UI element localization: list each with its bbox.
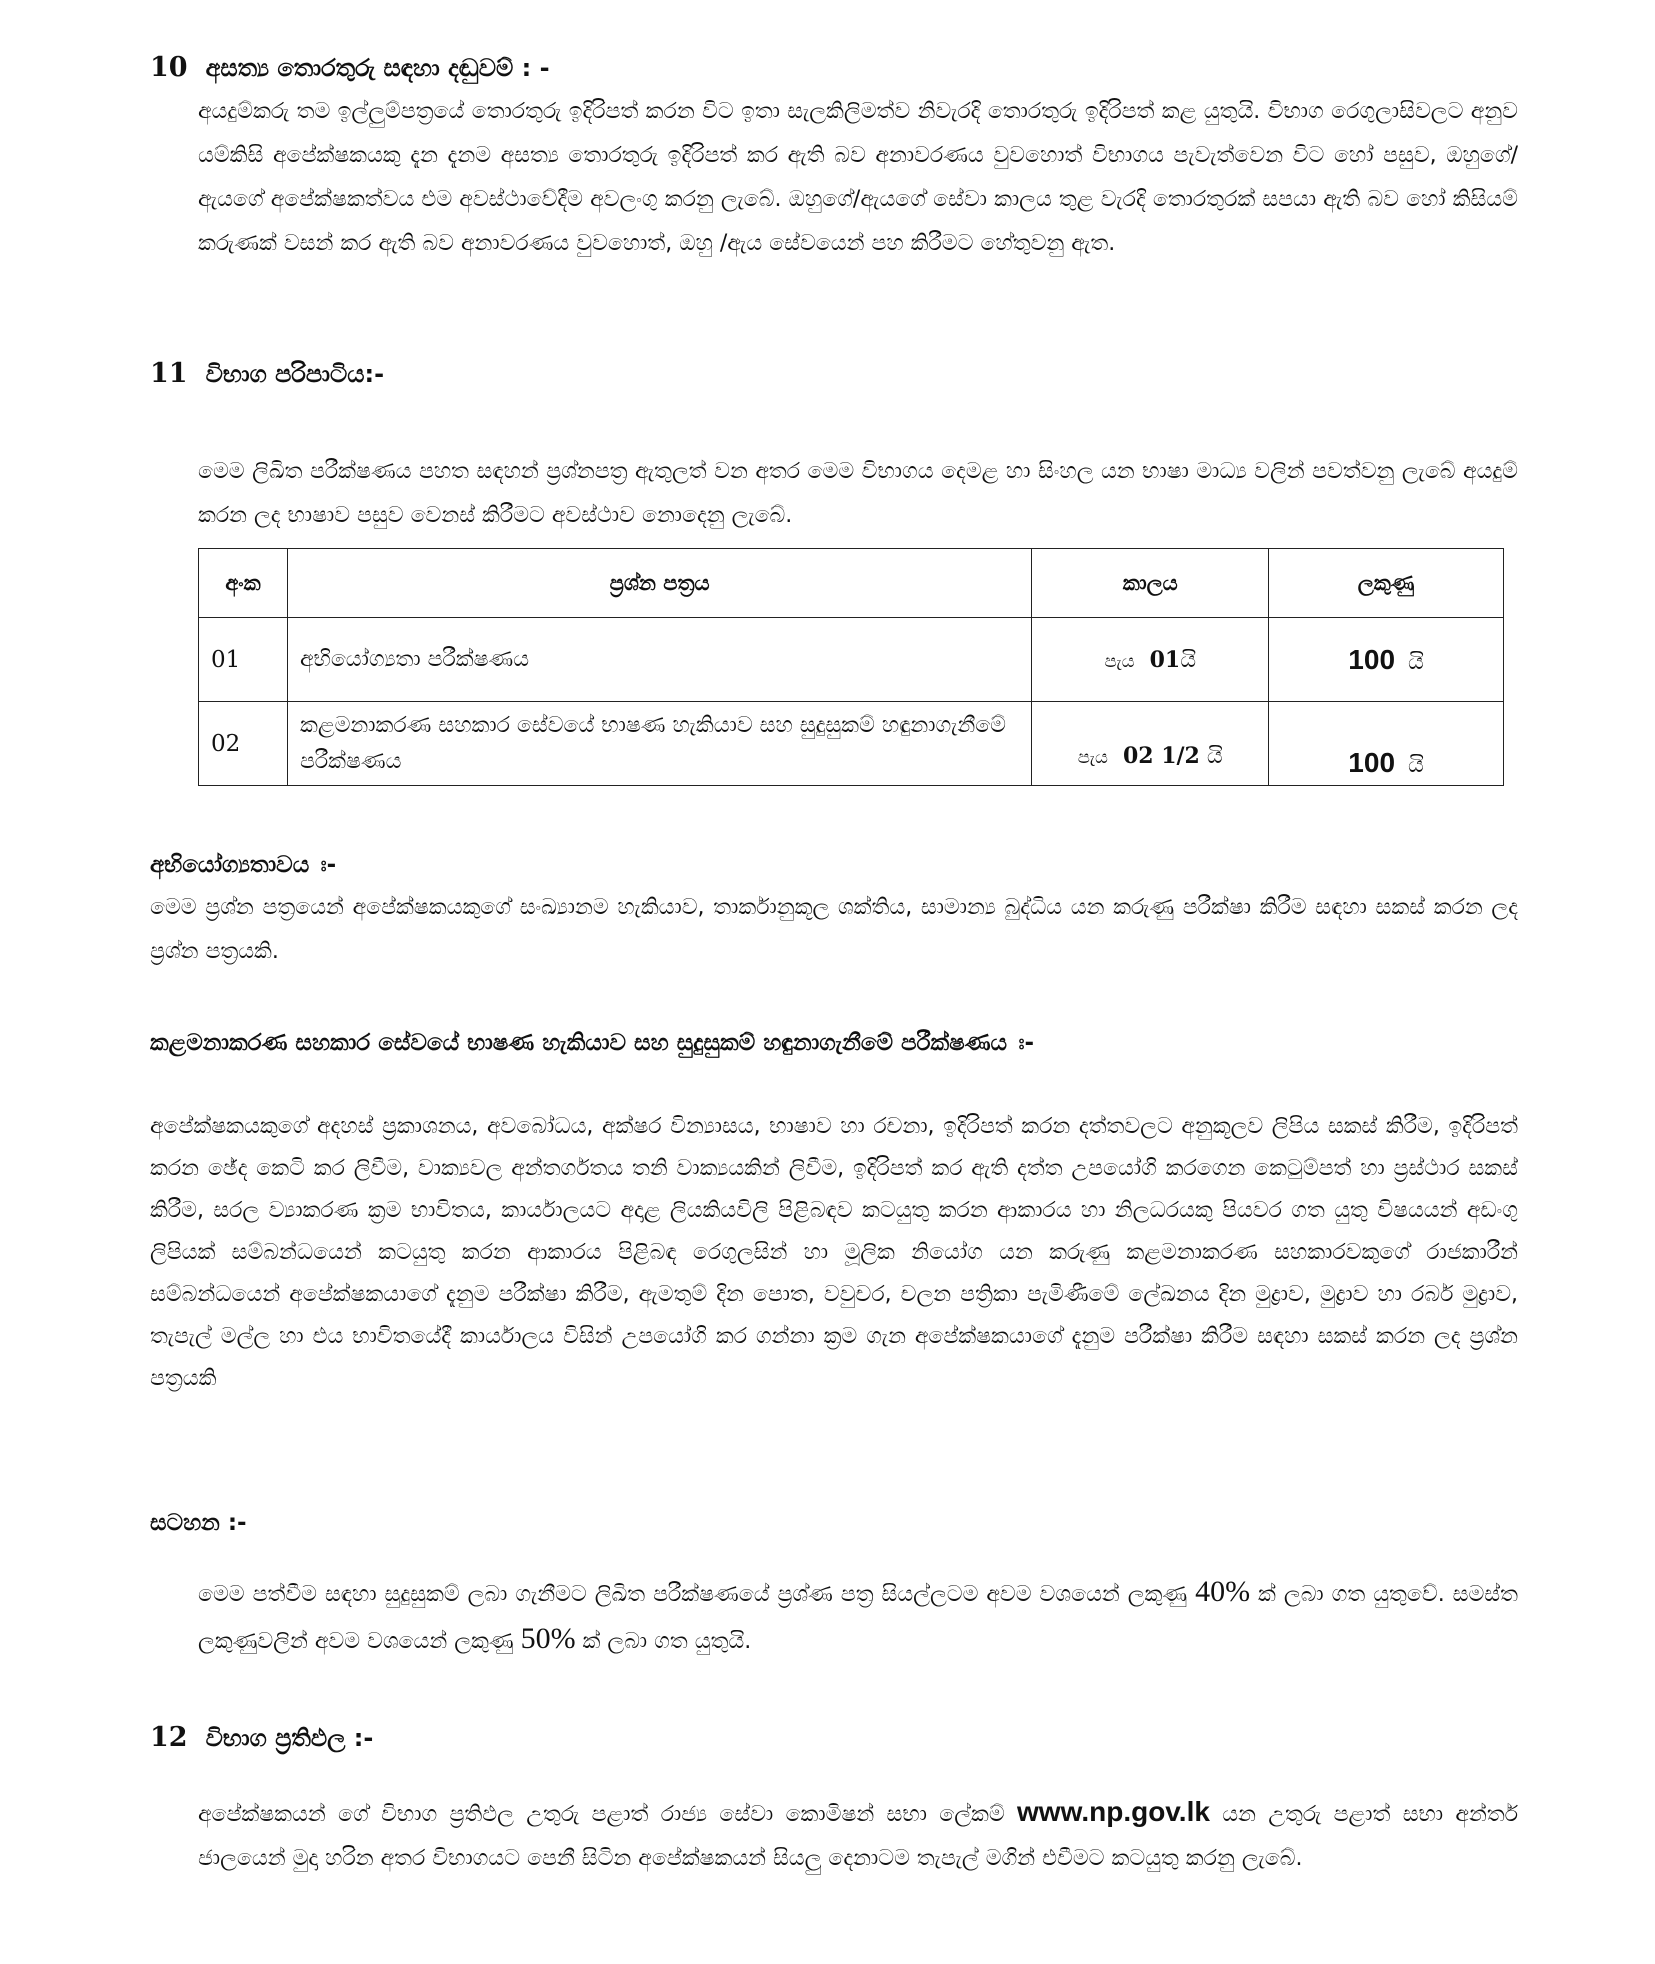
col-header-marks: ලකුණු — [1269, 549, 1504, 618]
table-header-row — [199, 549, 1504, 618]
row-number: 01 — [199, 618, 288, 702]
skills-test-heading: කළමනාකරණ සහකාර සේවයේ භාෂණ හැකියාව සහ සුදුසුකම් හඳුනාගැනීමේ පරීක්ෂණය ඃ- — [150, 1030, 1034, 1056]
col-header-time: කාලය — [1032, 549, 1269, 618]
section-number: 12 — [150, 1722, 188, 1753]
paper-time — [1032, 618, 1269, 702]
note-text: ක් ලබා ගත යුතුයි. — [575, 1629, 752, 1654]
note-text: ක් ලබා ගත යුතුවේ. සමස්ත ලකුණුවලින් අවම වශයෙන් ලකුණු — [198, 1582, 1518, 1654]
row-number: 02 — [199, 702, 288, 786]
note-heading: සටහන :- — [150, 1510, 247, 1536]
marks-suffix: යි — [1408, 649, 1424, 675]
marks-suffix: යි — [1408, 753, 1424, 778]
paper-name: අභියෝග්‍යතා පරීක්ෂණය — [287, 618, 1031, 702]
paper-marks — [1269, 702, 1504, 786]
note-body — [198, 1570, 1518, 1664]
col-header-paper: ප්‍රශ්න පත්‍රය — [287, 549, 1031, 618]
section-12-heading — [150, 1722, 373, 1753]
skills-test-body: අපේක්ෂකයකුගේ අදහස් ප්‍රකාශනය, අවබෝධය, අක්ෂර වින්‍යාසය, භාෂාව හා රචනා, ඉදිරිපත් කරන දත්තවලට අනුකූලව ලිපිය සකස් කිරීම, ඉදිරිපත් කරන ඡේද කෙටි කර ලිවීම, වාක්‍යවල අන්තර්ගතය තනි වාක්‍යයකින් ලිවීම, ඉදිරිපත් කර ඇති දත්ත උපයෝගි කරගෙන කෙටුම්පත් හා ප්‍රස්ථාර සකස් කිරීම, සරල ව්‍යාකරණ ක්‍රම භාවිතය, කාර්යාලයට අදාළ ලියකියවිලි පිළිබඳව කටයුතු කරන ආකාරය හා නිලධරයකු පියවර ගත යුතු විෂයයන් අඩංගු ලිපියක් සම්බන්ධයෙන් කටයුතු කරන ආකාරය පිළිබඳ රෙගුලසින් හා මූලික නියෝග යන කරුණු කළමනාකරණ සහකාරවකුගේ රාජකාරීන් සම්බන්ධයෙන් අපේක්ෂකයාගේ දැනුම පරීක්ෂා කිරීම, ඇමතුම් දින පොත, වවුචර, චලන පත්‍රිකා පැමිණීමේ ලේඛනය දින මුද්‍රාව, මුද්‍රාව හා රබර් මුද්‍රාව, තැපැල් මල්ල හා එය භාවිතයේදී කාර්යාලය විසින් උපයෝගි කර ගන්නා ක්‍රම ගැන අපේක්ෂකයාගේ දැනුම පරීක්ෂා කිරීම සඳහා සකස් කරන ලද ප්‍රශ්න පත්‍රයකි — [150, 1114, 1518, 1391]
results-text: අපේක්ෂකයන් ගේ විභාග ප්‍රතිඵල උතුරු පළාත් රාජ්‍ය සේවා කොමිෂන් සභා ලේකම් — [198, 1802, 1018, 1827]
min-paper-percent: 40% — [1195, 1575, 1251, 1608]
section-number: 10 — [150, 52, 188, 83]
section-title: විභාග පරිපාටිය:- — [205, 360, 385, 388]
aptitude-heading: අභියෝග්‍යතාවය ඃ- — [150, 852, 337, 878]
time-value: 01 — [1149, 646, 1181, 673]
section-title: අසත්‍ය තොරතුරු සඳහා දඬුවම් : - — [205, 54, 550, 82]
section-title: විභාග ප්‍රතිඵල :- — [205, 1724, 374, 1752]
section-12-body — [198, 1790, 1518, 1881]
section-number: 11 — [150, 358, 188, 389]
paper-name: කළමනාකරණ සහකාර සේවයේ භාෂණ හැකියාව සහ සුදුසුකම් හඳුනාගැනීමේ පරීක්ෂණය — [287, 702, 1031, 786]
note-text: මෙම පත්වීම සඳහා සුදුසුකම් ලබා ගැනීමට ලිඛිත පරීක්ෂණයේ ප්‍රශ්ණ පත්‍ර සියල්ලටම අවම වශයෙන් ලකුණු — [198, 1582, 1196, 1607]
website-link[interactable]: www.np.gov.lk — [1017, 1796, 1210, 1827]
aptitude-body: මෙම ප්‍රශ්න පත්‍රයෙන් අපේක්ෂකයකුගේ සංඛ්‍යානම හැකියාව, තාර්කානුකූල ශක්තිය, සාමාන්‍ය බුද්ධිය යන කරුණු පරීක්ෂා කිරීම සඳහා සකස් කරන ලද ප්‍රශ්න පත්‍රයකි. — [150, 895, 1518, 964]
time-suffix: යි — [1206, 744, 1223, 769]
paper-marks — [1269, 618, 1504, 702]
table-row — [199, 702, 1504, 786]
section-10-body: අයදුම්කරු තම ඉල්ලුම්පත්‍රයේ තොරතුරු ඉදිරිපත් කරන විට ඉතා සැලකිලිමත්ව නිවැරදි තොරතුරු ඉදිරිපත් කළ යුතුයි. විභාග රෙගුලාසිවලට අනුව යම්කිසි අපේක්ෂකයකු දැන දැනම අසත්‍ය තොරතුරු ඉදිරිපත් කර ඇති බව අනාවරණය වුවහොත් විභාගය පැවැත්වෙන විට හෝ පසුව, ඔහුගේ/ඇයගේ අපේක්ෂකත්වය එම අවස්ථාවේදීම අවලංගු කරනු ලැබේ. ඔහුගේ/ඇයගේ සේවා කාලය තුළ වැරදි තොරතුරක් සපයා ඇති බව හෝ කිසියම් කරුණක් වසන් කර ඇති බව අනාවරණය වුවහොත්, ඔහු /ඇය සේවයෙන් පහ කිරීමට හේතුවනු ඇත. — [198, 99, 1518, 256]
section-11-intro: මෙම ලිඛිත පරීක්ෂණය පහත සඳහන් ප්‍රශ්නපත්‍ර ඇතුලත් වන අතර මෙම විභාගය දෙමළ හා සිංහල යන භාෂා මාධ්‍ය වලින් පවත්වනු ලැබේ අයදුම් කරන ලද භාෂාව පසුව වෙනස් කිරීමට අවස්ථාව නොදෙනු ලැබේ. — [198, 459, 1518, 528]
time-prefix: පැය — [1104, 650, 1135, 672]
min-total-percent: 50% — [520, 1622, 576, 1655]
exam-papers-table — [198, 548, 1504, 786]
results-text: යන උතුරු පළාත් සභා අන්තර් ජාලයෙන් මුදා හරින අතර විභාගයට පෙනී සිටින අපේක්ෂකයන් සියලු දෙනාටම තැපැල් මගින් එවීමට කටයුතු කරනු ලැබේ. — [198, 1802, 1518, 1871]
marks-value: 100 — [1348, 747, 1396, 778]
paper-time — [1032, 702, 1269, 786]
marks-value: 100 — [1348, 643, 1396, 675]
time-prefix: පැය — [1077, 747, 1108, 768]
time-value: 02 1/2 — [1122, 743, 1200, 769]
section-11-heading — [150, 358, 384, 389]
time-suffix: යි — [1180, 647, 1197, 673]
section-10-heading — [150, 52, 550, 83]
table-row — [199, 618, 1504, 702]
col-header-number: අංක — [199, 549, 288, 618]
